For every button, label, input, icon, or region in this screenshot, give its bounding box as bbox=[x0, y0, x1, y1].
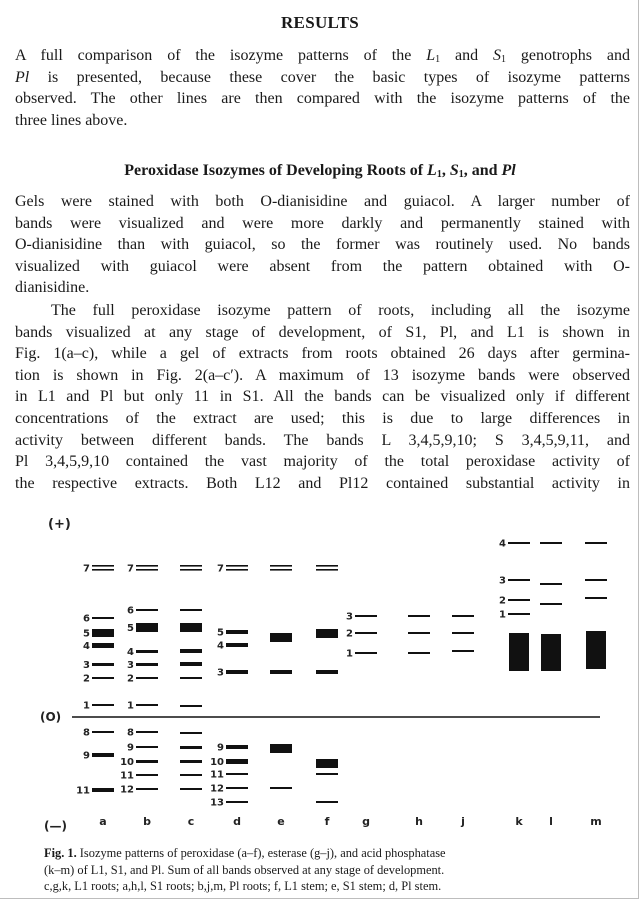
gel-band bbox=[136, 663, 158, 666]
band-number: 9 bbox=[127, 742, 134, 754]
gel-band bbox=[226, 643, 248, 647]
band-number: 8 bbox=[127, 727, 134, 739]
band-number: 2 bbox=[499, 595, 506, 607]
caption-line-2: (k–m) of L1, S1, and Pl. Sum of all bands observed at any stage of development. bbox=[44, 862, 445, 877]
gel-band bbox=[508, 579, 530, 581]
gel-band bbox=[541, 634, 561, 671]
gel-band bbox=[180, 677, 202, 679]
gel-band bbox=[270, 744, 292, 753]
isozyme-gel-figure bbox=[0, 505, 640, 840]
band-number: 3 bbox=[346, 611, 353, 623]
band-number: 5 bbox=[217, 627, 224, 639]
gel-band bbox=[92, 569, 114, 571]
gel-band bbox=[316, 773, 338, 775]
para2-line: bands were visualized and were more darkly and permanently stained with bbox=[15, 214, 630, 232]
results-heading: RESULTS bbox=[280, 13, 360, 32]
band-number: 3 bbox=[83, 660, 90, 671]
gel-band bbox=[452, 615, 474, 617]
gel-band bbox=[180, 565, 202, 567]
band-number: 10 bbox=[210, 757, 224, 768]
gel-band bbox=[226, 759, 248, 764]
gel-band bbox=[585, 579, 607, 581]
anode-label: (+) bbox=[48, 517, 71, 532]
para3-line: Pl 3,4,5,9,10 contained the vast majority of the total peroxidase activity of bbox=[15, 453, 630, 471]
gel-band bbox=[270, 670, 292, 674]
lane-label: e bbox=[277, 815, 285, 828]
gel-band bbox=[316, 569, 338, 571]
caption-line-3: c,g,k, L1 roots; a,h,l, S1 roots; b,j,m, Pl roots; f, L1 stem; e, S1 stem; d, Pl stem. bbox=[44, 879, 442, 893]
lane-label-layer bbox=[99, 815, 601, 828]
gel-band bbox=[452, 632, 474, 634]
gel-band bbox=[136, 650, 158, 653]
para3-line: the respective extracts. Both L12 and Pl12 contained substantial activity in bbox=[15, 474, 630, 492]
band-number: 3 bbox=[217, 667, 224, 679]
band-number: 1 bbox=[499, 609, 506, 621]
para3-line: Fig. 1(a–c), while a gel of extracts from roots obtained 26 days after germina- bbox=[15, 345, 630, 363]
gel-band bbox=[226, 787, 248, 789]
gel-band bbox=[136, 623, 158, 632]
intro-paragraph bbox=[15, 45, 630, 131]
band-number: 1 bbox=[127, 700, 134, 712]
isozyme-pattern-paragraph bbox=[15, 300, 630, 494]
gel-band bbox=[408, 632, 430, 634]
gel-band bbox=[316, 801, 338, 803]
para2-line: dianisidine. bbox=[15, 279, 90, 297]
gel-band bbox=[226, 630, 248, 634]
lane-label: a bbox=[99, 815, 107, 828]
para3-line: tion is shown in Fig. 2(a–c′). A maximum of 13 isozyme bands were observed bbox=[15, 366, 630, 384]
intro-line-3: observed. The other lines are then compared with the isozyme patterns of the bbox=[15, 90, 630, 108]
lane-label: b bbox=[143, 815, 151, 828]
gel-band bbox=[540, 603, 562, 605]
band-number: 5 bbox=[83, 628, 90, 640]
gel-band bbox=[355, 652, 377, 654]
gel-band bbox=[585, 542, 607, 544]
lane-label: f bbox=[324, 815, 330, 828]
para2-line: Gels were stained with both O-dianisidine and guiacol. A larger number of bbox=[15, 193, 630, 210]
gel-band bbox=[180, 705, 202, 707]
gel-band bbox=[180, 623, 202, 632]
para3-line: bands visualized at any stage of development, of S1, Pl, and L1 is shown in bbox=[15, 323, 630, 341]
band-number: 4 bbox=[499, 538, 506, 550]
band-number: 1 bbox=[83, 700, 90, 712]
band-number: 6 bbox=[83, 613, 90, 625]
gel-band bbox=[180, 760, 202, 763]
gel-band bbox=[270, 569, 292, 571]
section-subheading: Peroxidase Isozymes of Developing Roots of $L_1$, $S_1$, and Pl bbox=[124, 162, 516, 180]
band-number: 8 bbox=[83, 727, 90, 739]
band-number: 5 bbox=[127, 623, 134, 634]
band-number: 11 bbox=[76, 785, 90, 797]
gel-band bbox=[226, 569, 248, 571]
gel-band bbox=[136, 565, 158, 567]
gel-band bbox=[226, 745, 248, 749]
gel-band bbox=[136, 788, 158, 790]
gel-band bbox=[585, 597, 607, 599]
gel-band bbox=[136, 746, 158, 748]
caption-line-1: Fig. 1. Isozyme patterns of peroxidase (a–f), esterase (g–j), and acid phosphatase bbox=[44, 846, 446, 860]
band-number: 11 bbox=[120, 770, 134, 782]
gel-band bbox=[180, 609, 202, 611]
gel-band bbox=[180, 662, 202, 666]
band-number: 13 bbox=[210, 797, 224, 809]
lane-label: c bbox=[187, 815, 195, 828]
para3-line: concentrations of the extract are used; this is due to large differences in bbox=[15, 409, 630, 427]
band-number: 3 bbox=[127, 660, 134, 671]
para3-line: in L1 and Pl but only 11 in S1. All the bands can be visualized only if different bbox=[15, 388, 630, 406]
gel-band bbox=[92, 788, 114, 792]
band-number: 4 bbox=[127, 647, 134, 658]
gel-band bbox=[316, 759, 338, 768]
gel-band bbox=[316, 629, 338, 638]
band-number: 7 bbox=[217, 563, 224, 575]
gel-band bbox=[226, 801, 248, 803]
gel-band bbox=[270, 787, 292, 789]
gel-band bbox=[270, 633, 292, 642]
band-number: 12 bbox=[210, 783, 224, 795]
lane-label: k bbox=[515, 815, 523, 828]
gel-band bbox=[270, 565, 292, 567]
gel-band bbox=[180, 788, 202, 790]
gel-band bbox=[226, 773, 248, 775]
gel-band bbox=[226, 670, 248, 674]
para3-line: activity between different bands. The bands L 3,4,5,9,10; S 3,4,5,9,11, and bbox=[15, 431, 630, 449]
gel-band bbox=[92, 643, 114, 648]
gel-band bbox=[136, 731, 158, 733]
gel-band bbox=[226, 565, 248, 567]
gel-band bbox=[316, 670, 338, 674]
band-number: 9 bbox=[83, 750, 90, 762]
gel-band bbox=[316, 565, 338, 567]
band-layer bbox=[92, 542, 607, 803]
band-number: 10 bbox=[120, 757, 134, 768]
gel-band bbox=[92, 617, 114, 619]
cathode-label: (—) bbox=[44, 819, 67, 833]
intro-line-1: A full comparison of the isozyme patterns of the $L_1$ and $S_1$ genotrophs and bbox=[15, 47, 630, 65]
band-number: 3 bbox=[499, 575, 506, 587]
gel-band bbox=[92, 565, 114, 567]
gel-band bbox=[508, 599, 530, 601]
gel-band bbox=[180, 649, 202, 653]
gel-band bbox=[92, 677, 114, 679]
band-number: 12 bbox=[120, 784, 134, 796]
band-number: 2 bbox=[346, 628, 353, 640]
band-number: 11 bbox=[210, 769, 224, 781]
gel-band bbox=[180, 569, 202, 571]
gel-band bbox=[180, 732, 202, 734]
gel-band bbox=[355, 632, 377, 634]
gel-band bbox=[586, 631, 606, 669]
gel-band bbox=[92, 731, 114, 733]
para3-line: The full peroxidase isozyme pattern of roots, including all the isozyme bbox=[51, 302, 630, 319]
gel-band bbox=[508, 542, 530, 544]
gel-band bbox=[540, 542, 562, 544]
gel-band bbox=[136, 760, 158, 763]
staining-paragraph bbox=[15, 191, 630, 299]
gel-band bbox=[408, 652, 430, 654]
intro-line-4: three lines above. bbox=[15, 111, 128, 129]
lane-label: j bbox=[461, 815, 465, 828]
para2-line: visualized with guiacol were absent from the pattern obtained with O- bbox=[15, 257, 630, 275]
lane-label: h bbox=[415, 815, 423, 828]
gel-band bbox=[180, 774, 202, 776]
gel-band bbox=[92, 753, 114, 757]
lane-label: l bbox=[549, 815, 553, 828]
band-number: 6 bbox=[127, 605, 134, 617]
gel-band bbox=[92, 704, 114, 706]
band-number: 4 bbox=[83, 641, 90, 652]
intro-line-2: Pl is presented, because these cover the basic types of isozyme patterns bbox=[15, 68, 630, 86]
figure-caption bbox=[44, 845, 614, 895]
gel-band bbox=[136, 774, 158, 776]
gel-band bbox=[355, 615, 377, 617]
lane-label: m bbox=[590, 815, 602, 828]
band-number: 2 bbox=[83, 673, 90, 685]
gel-band bbox=[452, 650, 474, 652]
lane-label: d bbox=[233, 815, 241, 828]
gel-band bbox=[136, 569, 158, 571]
band-number: 2 bbox=[127, 673, 134, 685]
band-number: 1 bbox=[346, 648, 353, 660]
gel-band bbox=[136, 677, 158, 679]
gel-band bbox=[540, 583, 562, 585]
gel-band bbox=[92, 663, 114, 666]
gel-band bbox=[136, 704, 158, 706]
gel-band bbox=[92, 629, 114, 637]
gel-band bbox=[180, 746, 202, 749]
gel-band bbox=[508, 613, 530, 615]
band-number: 4 bbox=[217, 640, 224, 652]
gel-band bbox=[136, 609, 158, 611]
band-number: 9 bbox=[217, 742, 224, 754]
band-number: 7 bbox=[83, 563, 90, 575]
lane-label: g bbox=[362, 815, 370, 828]
gel-band bbox=[509, 633, 529, 671]
origin-label: (O) bbox=[40, 710, 62, 724]
para2-line: O-dianisidine than with guiacol, so the former was routinely used. No bands bbox=[15, 236, 630, 254]
gel-band bbox=[408, 615, 430, 617]
band-number: 7 bbox=[127, 563, 134, 575]
